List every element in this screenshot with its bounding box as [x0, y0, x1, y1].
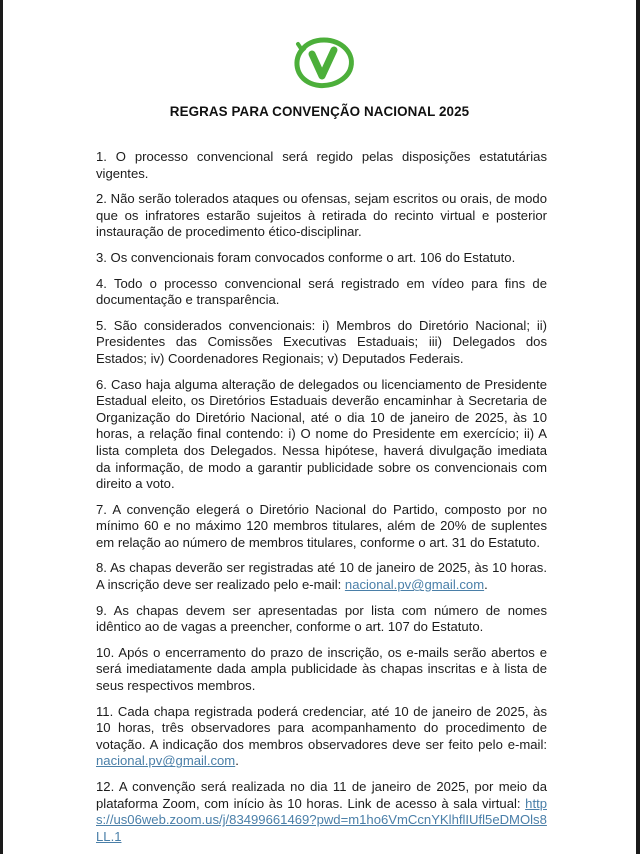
- rule-item: [96, 191, 547, 241]
- rule-text-after: .: [484, 577, 488, 593]
- zoom-meeting-link[interactable]: https://us06web.zoom.us/j/83499661469?pwd=m1ho6VmCcnYKlhflIUfl5eDMOls8LL.1: [96, 795, 547, 844]
- rule-item: [96, 149, 547, 182]
- rule-text: 12. A convenção será realizada no dia 11 de janeiro de 2025, por meio da plataforma Zoom, com início às 10 horas. Link de acesso à sala virtual:: [96, 779, 547, 811]
- rule-item: [96, 276, 547, 309]
- rule-item: [96, 779, 547, 845]
- rule-item: [96, 502, 547, 552]
- rule-text: 1. O processo convencional será regido pelas disposições estatutárias vigentes.: [96, 149, 547, 181]
- rule-text: 10. Após o encerramento do prazo de inscrição, os e-mails serão abertos e será imediatamente dada ampla publicidade às chapas inscritas e à lista de seus respectivos membros.: [96, 644, 547, 694]
- rule-item: [96, 645, 547, 695]
- rule-item: [96, 250, 547, 267]
- email-link[interactable]: nacional.pv@gmail.com: [344, 577, 485, 593]
- rule-text: 7. A convenção elegerá o Diretório Nacional do Partido, composto por no mínimo 60 e no máximo 120 membros titulares, além de 20% de suplentes em relação ao número de membros titulares, conforme o art. 31 do Estatuto.: [96, 501, 547, 550]
- rule-item: [96, 704, 547, 770]
- rule-text: 3. Os convencionais foram convocados conforme o art. 106 do Estatuto.: [96, 249, 516, 265]
- rule-item: [96, 603, 547, 636]
- rule-text: 5. São considerados convencionais: i) Membros do Diretório Nacional; ii) Presidentes das Comissões Executivas Estaduais; iii) Delegados dos Estados; iv) Coordenadores Regionais; v) Deputados Federais.: [96, 317, 547, 366]
- rule-text-after: .: [235, 753, 239, 769]
- rule-text: 8. As chapas deverão ser registradas até 10 de janeiro de 2025, às 10 horas. A inscrição deve ser realizado pelo e-mail:: [96, 560, 547, 593]
- party-logo-icon: [290, 34, 356, 90]
- rule-item: [96, 377, 547, 493]
- rules-list: [96, 149, 547, 854]
- email-link[interactable]: nacional.pv@gmail.com: [96, 753, 236, 769]
- document-title: REGRAS PARA CONVENÇÃO NACIONAL 2025: [169, 104, 470, 119]
- rule-item: [96, 318, 547, 368]
- rule-text: 9. As chapas devem ser apresentadas por lista com número de nomes idêntico ao de vagas a preencher, conforme o art. 107 do Estatuto.: [96, 602, 547, 635]
- rule-item: [96, 560, 547, 593]
- rule-text: 6. Caso haja alguma alteração de delegados ou licenciamento de Presidente Estadual eleito, os Diretórios Estaduais deverão encaminhar à Secretaria de Organização do Diretório Nacional, até o dia 10 de janeiro de 2025, às 10 horas, a relação final contendo: i) O nome do Presidente em exercício; ii) A lista completa dos Delegados. Nessa hipótese, haverá divulgação imediata da informação, de modo a garantir publicidade sobre os convencionais com direito a voto.: [96, 376, 547, 492]
- document-page: [3, 0, 636, 854]
- rule-text: 2. Não serão tolerados ataques ou ofensas, sejam escritos ou orais, de modo que os infratores estarão sujeitos à retirada do recinto virtual e posterior instauração de procedimento ético-disciplinar.: [96, 191, 547, 240]
- rule-text: 4. Todo o processo convencional será registrado em vídeo para fins de documentação e transparência.: [96, 275, 547, 308]
- rule-text: 11. Cada chapa registrada poderá credenciar, até 10 de janeiro de 2025, às 10 horas, três observadores para acompanhamento do procedimento de votação. A indicação dos membros observadores deve ser feito pelo e-mail:: [96, 703, 547, 752]
